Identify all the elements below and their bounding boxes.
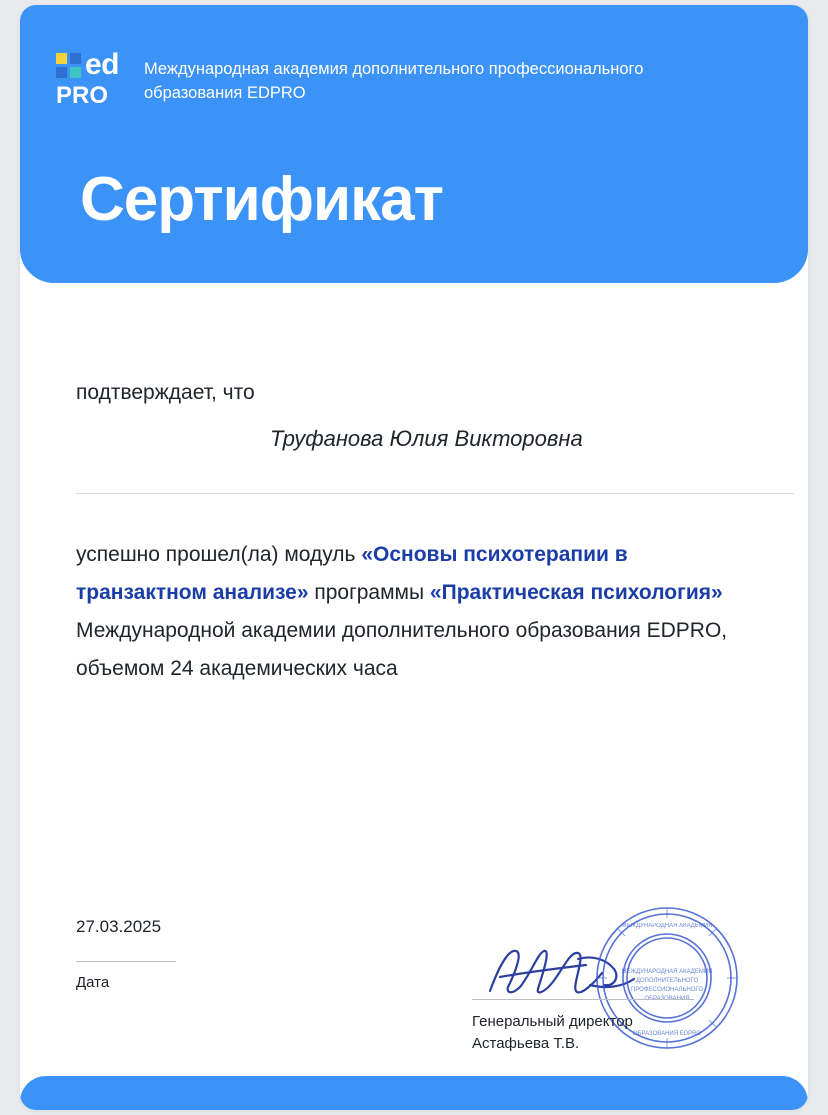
date-block bbox=[76, 915, 276, 991]
logo-row bbox=[56, 48, 664, 111]
logo-square-darkblue bbox=[56, 67, 67, 78]
svg-text:ДОПОЛНИТЕЛЬНОГО: ДОПОЛНИТЕЛЬНОГО bbox=[635, 978, 699, 984]
logo-ed-text: ed bbox=[85, 48, 120, 81]
signature-name: Астафьева Т.В. bbox=[472, 1035, 580, 1052]
svg-text:ПРОФЕССИОНАЛЬНОГО: ПРОФЕССИОНАЛЬНОГО bbox=[631, 987, 703, 993]
recipient-name: Труфанова Юлия Викторовна bbox=[270, 426, 583, 451]
date-label: Дата bbox=[76, 974, 110, 991]
certificate-footer bbox=[76, 915, 752, 1065]
logo-square-yellow bbox=[56, 53, 67, 64]
svg-text:ОБРАЗОВАНИЯ EDPRO: ОБРАЗОВАНИЯ EDPRO bbox=[632, 1031, 702, 1037]
page-title: Сертификат bbox=[80, 165, 444, 234]
date-value: 27.03.2025 bbox=[76, 917, 162, 936]
logo-square-blue bbox=[70, 53, 81, 64]
statement-text bbox=[76, 536, 736, 688]
confirms-text: подтверждает, что bbox=[76, 381, 255, 404]
svg-text:МЕЖДУНАРОДНАЯ АКАДЕМИЯ: МЕЖДУНАРОДНАЯ АКАДЕМИЯ bbox=[621, 969, 713, 975]
program-name: «Практическая психология» bbox=[429, 581, 723, 604]
certificate-document bbox=[20, 5, 808, 1110]
organization-name: Международная академия дополнительного профессионального образования EDPRO bbox=[144, 60, 644, 102]
signature-underline bbox=[472, 999, 694, 1000]
logo-square-teal bbox=[70, 67, 81, 78]
edpro-logo-icon bbox=[56, 48, 120, 111]
date-underline bbox=[76, 961, 176, 962]
certificate-body bbox=[20, 379, 808, 688]
signature-role: Генеральный директор bbox=[472, 1013, 633, 1030]
statement-part1: успешно прошел(ла) модуль bbox=[76, 543, 362, 566]
module-name: «Основы психотерапии в транзактном анализе» bbox=[76, 543, 628, 604]
official-seal-stamp bbox=[582, 893, 752, 1063]
logo-pro-text: PRO bbox=[56, 82, 109, 109]
bottom-accent-bar bbox=[20, 1076, 808, 1110]
divider bbox=[76, 493, 794, 494]
svg-text:МЕЖДУНАРОДНАЯ АКАДЕМИЯ: МЕЖДУНАРОДНАЯ АКАДЕМИЯ bbox=[621, 923, 713, 929]
statement-part3: Международной академии дополнительного образования EDPRO, объемом 24 академических часа bbox=[76, 619, 728, 680]
certificate-header bbox=[20, 5, 808, 283]
statement-part2: программы bbox=[308, 581, 430, 604]
